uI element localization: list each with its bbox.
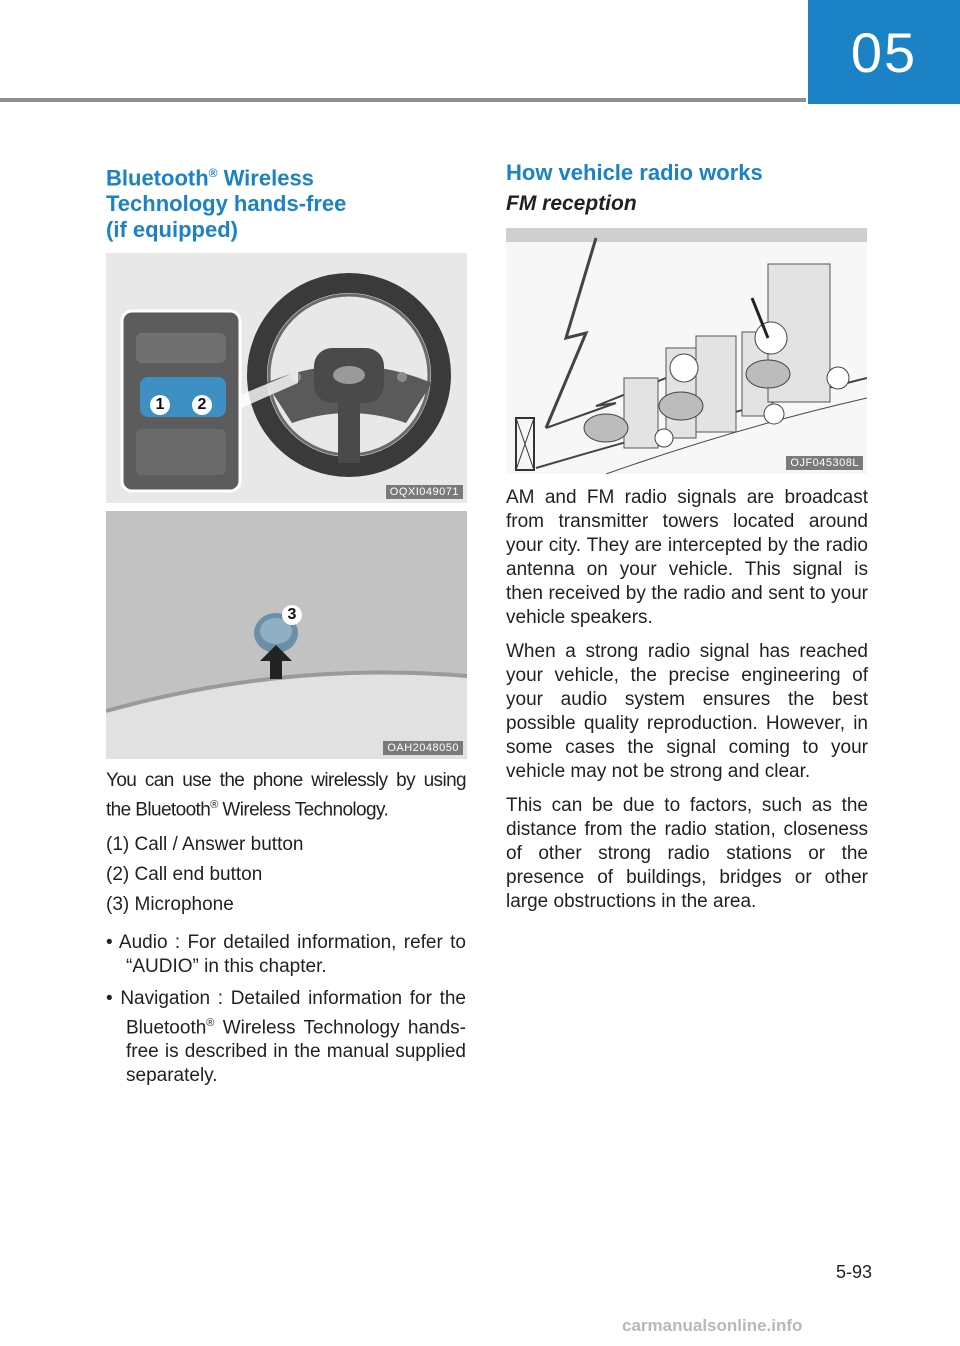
fm-reception-illustration (506, 228, 867, 474)
list-item: (2) Call end button (106, 863, 263, 885)
fm-reception-subtitle: FM reception (506, 192, 637, 215)
navigation-bullet: • Navigation : Detailed information for the Bluetooth® Wireless Technology hands-free is described in the manual supplied separately. (106, 987, 466, 1086)
microphone-illustration (106, 511, 467, 759)
figure-code: OQXI049071 (386, 485, 463, 499)
intro-paragraph: You can use the phone wirelessly by using the Bluetooth® Wireless Technology. (106, 770, 466, 821)
header-rule (0, 98, 806, 102)
figure-code: OJF045308L (786, 456, 863, 470)
microphone-figure (106, 511, 467, 759)
right-column (506, 160, 868, 924)
list-item: (3) Microphone (106, 893, 234, 915)
paragraph-2: When a strong radio signal has reached your vehicle, the precise engineering of your audio system ensures the best possible quality reproduction. However, in some cases the signal coming to your vehicle may not be strong and clear. (506, 641, 868, 782)
callout-1: 1 (150, 395, 170, 415)
audio-bullet: • Audio : For detailed information, refer to “AUDIO” in this chapter. (106, 931, 466, 977)
callout-3: 3 (282, 605, 302, 625)
paragraph-3: This can be due to factors, such as the distance from the radio station, closeness of other strong radio stations or the presence of buildings, bridges or other large obstructions in the area. (506, 795, 868, 912)
page-number: 5-93 (836, 1262, 873, 1282)
figure-code: OAH2048050 (383, 741, 463, 755)
watermark: carmanualsonline.info (622, 1316, 803, 1335)
steering-wheel-figure (106, 253, 467, 503)
chapter-tab: 05 (808, 0, 960, 104)
bluetooth-section-title: Bluetooth® Wireless Technology hands-free (if equipped) (106, 165, 347, 243)
steering-wheel-illustration (106, 253, 467, 503)
paragraph-1: AM and FM radio signals are broadcast from transmitter towers located around your city. They are intercepted by the radio antenna on your vehicle. This signal is then received by the radio and sent to your vehicle speakers. (506, 487, 868, 628)
callout-2: 2 (192, 395, 212, 415)
fm-reception-figure (506, 228, 867, 474)
radio-section-title: How vehicle radio works (506, 160, 763, 185)
list-item: (1) Call / Answer button (106, 833, 304, 855)
left-column (106, 160, 466, 1096)
